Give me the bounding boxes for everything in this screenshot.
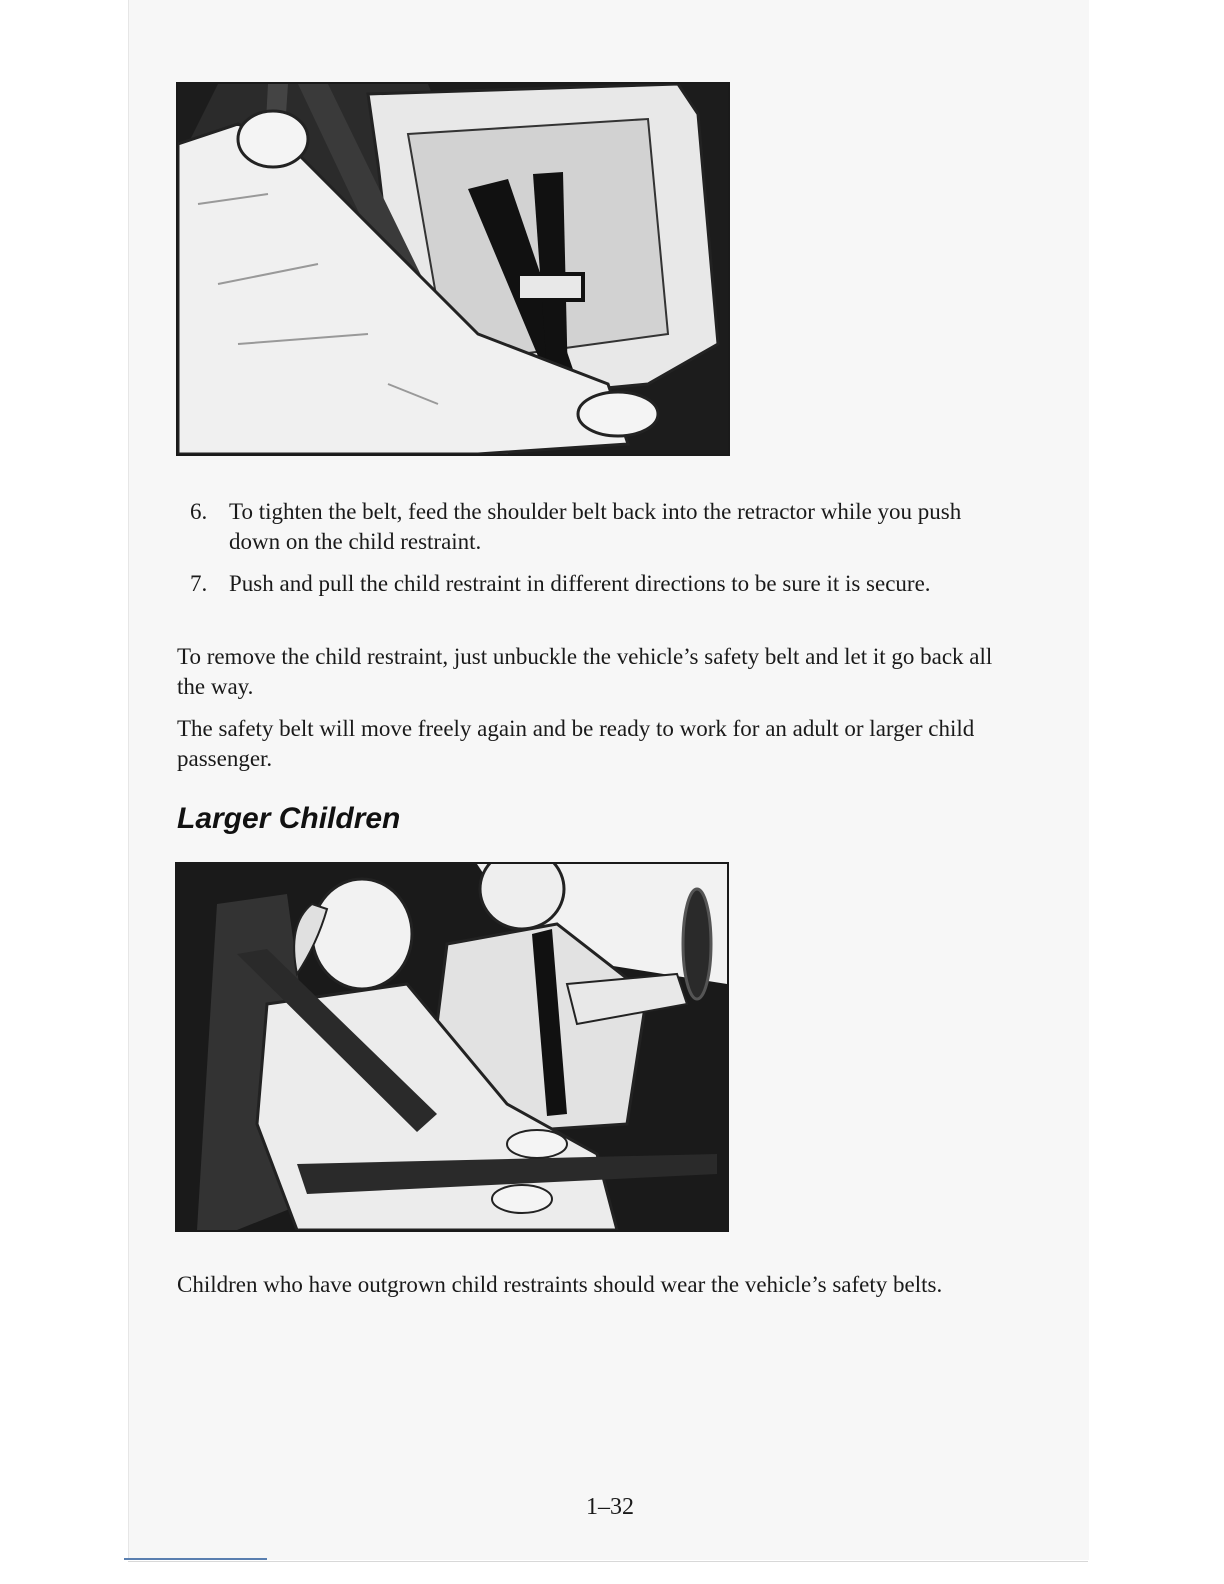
page-number: 1–32: [586, 1494, 634, 1520]
section-heading: Larger Children: [177, 802, 401, 835]
child-restraint-drawing: [178, 84, 728, 454]
step-6-number: 6.: [190, 499, 208, 524]
step-7-text: Push and pull the child restraint in different directions to be sure it is secure.: [229, 571, 931, 596]
larger-child-drawing: [177, 864, 727, 1230]
larger-child-safety-belt-illustration: [175, 862, 729, 1232]
page-bottom-rule: [128, 1561, 1088, 1562]
belt-ready-paragraph: The safety belt will move freely again and be ready to work for an adult or larger child passenger.: [177, 716, 975, 771]
remove-restraint-paragraph: To remove the child restraint, just unbuckle the vehicle’s safety belt and let it go back all the way.: [177, 644, 993, 699]
step-6-text: To tighten the belt, feed the shoulder belt back into the retractor while you push down on the child restraint.: [229, 499, 962, 554]
page-bottom-accent: [124, 1558, 267, 1560]
step-7-number: 7.: [190, 571, 208, 596]
child-restraint-tightening-illustration: [176, 82, 730, 456]
larger-children-paragraph: Children who have outgrown child restraints should wear the vehicle’s safety belts.: [177, 1272, 943, 1297]
